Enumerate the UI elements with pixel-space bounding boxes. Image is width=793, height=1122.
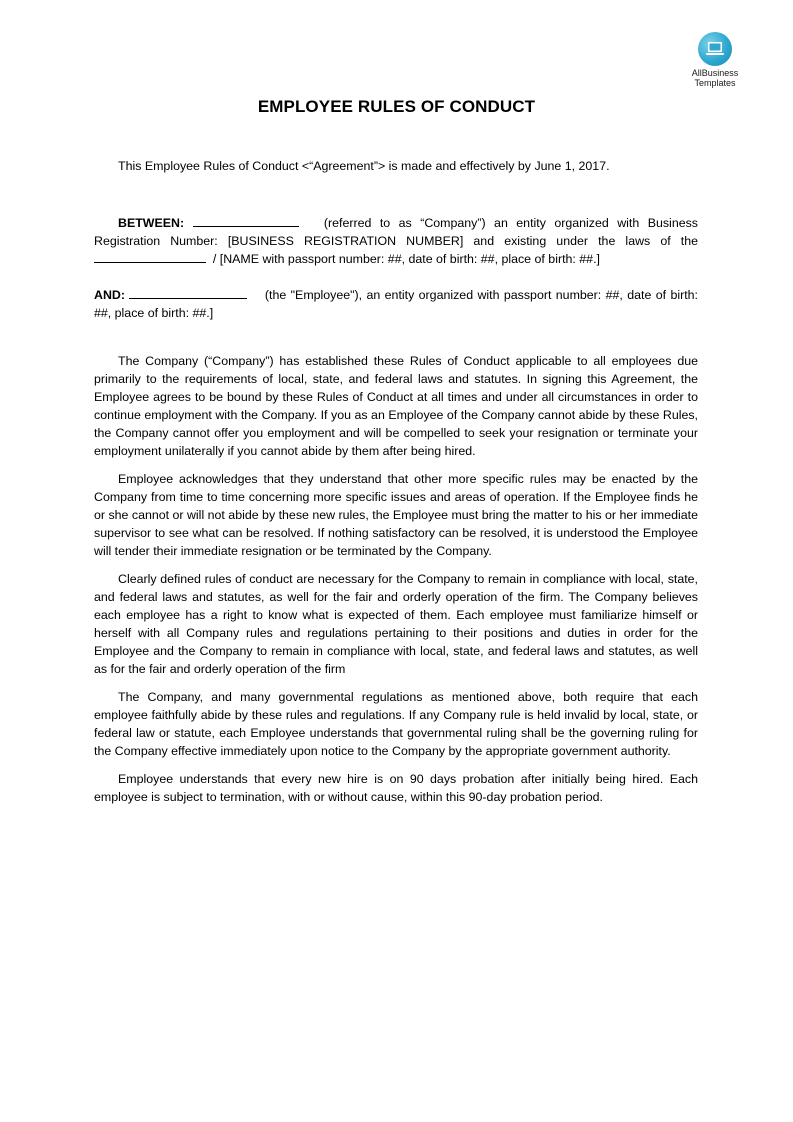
between-text-1: (referred to as “Company”) an entity organized with Business Registration Number: [BUSINESS REGISTRATION NUMBER] and existing under the laws of the <box>94 216 698 248</box>
between-label: BETWEEN: <box>118 216 185 230</box>
allbusiness-templates-logo <box>680 32 750 88</box>
and-clause <box>94 286 698 322</box>
document-body <box>94 157 698 806</box>
and-label: AND: <box>94 288 125 302</box>
body-paragraph-4: The Company, and many governmental regulations as mentioned above, both require that each employee faithfully abide by these rules and regulations. If any Company rule is held invalid by local, state, or federal law or statute, each Employee understands that governmental ruling shall be the governing ruling for the Company effective immediately upon notice to the Company by the appropriate government authority. <box>94 690 698 758</box>
between-clause <box>94 214 698 268</box>
employee-name-blank[interactable] <box>129 286 247 299</box>
logo-line-2: Templates <box>694 78 736 88</box>
and-text: (the "Employee"), an entity organized with passport number: ##, date of birth: ##, place of birth: ##.] <box>94 288 699 320</box>
document-title: EMPLOYEE RULES OF CONDUCT <box>257 97 536 116</box>
logo-text <box>680 68 750 88</box>
logo-line-1: AllBusiness <box>691 68 739 78</box>
body-paragraph-2: Employee acknowledges that they understand that other more specific rules may be enacted by the Company from time to time concerning more specific issues and areas of operation. If the Employee finds he or she cannot or will not abide by these new rules, the Employee must bring the matter to his or her immediate supervisor to see what can be resolved. If nothing satisfactory can be resolved, it is understood the Employee will tender their immediate resignation or be terminated by the Company. <box>94 472 699 558</box>
laptop-icon <box>698 32 732 66</box>
body-paragraph-3: Clearly defined rules of conduct are necessary for the Company to remain in compliance with local, state, and federal laws and statutes, as well for the fair and orderly operation of the firm. The Company believes each employee has a right to know what is expected of them. Each employee must familiarize himself or herself with all Company rules and regulations pertaining to their positions and duties in order for the Employee and the Company to remain in compliance with local, state, and federal laws and statutes, as well as for the fair and orderly operation of the firm <box>94 572 698 676</box>
jurisdiction-blank[interactable] <box>94 250 206 263</box>
body-paragraph-1: The Company (“Company”) has established these Rules of Conduct applicable to all employees due primarily to the requirements of local, state, and federal laws and statutes. In signing this Agreement, the Employee agrees to be bound by these Rules of Conduct at all times and under all circumstances in order to continue employment with the Company. If you as an Employee of the Company cannot abide by these Rules, the Company cannot offer you employment and will be compelled to seek your resignation or terminate your employment unilaterally if you cannot abide by them after being hired. <box>94 354 698 458</box>
company-name-blank[interactable] <box>193 214 299 227</box>
intro-paragraph: This Employee Rules of Conduct <“Agreement”> is made and effectively by June 1, 2017. <box>118 159 610 173</box>
between-text-2: / [NAME with passport number: ##, date of birth: ##, place of birth: ##.] <box>212 252 600 266</box>
body-paragraph-5: Employee understands that every new hire is on 90 days probation after initially being hired. Each employee is subject to termination, with or without cause, within this 90-day probation period. <box>94 772 698 804</box>
